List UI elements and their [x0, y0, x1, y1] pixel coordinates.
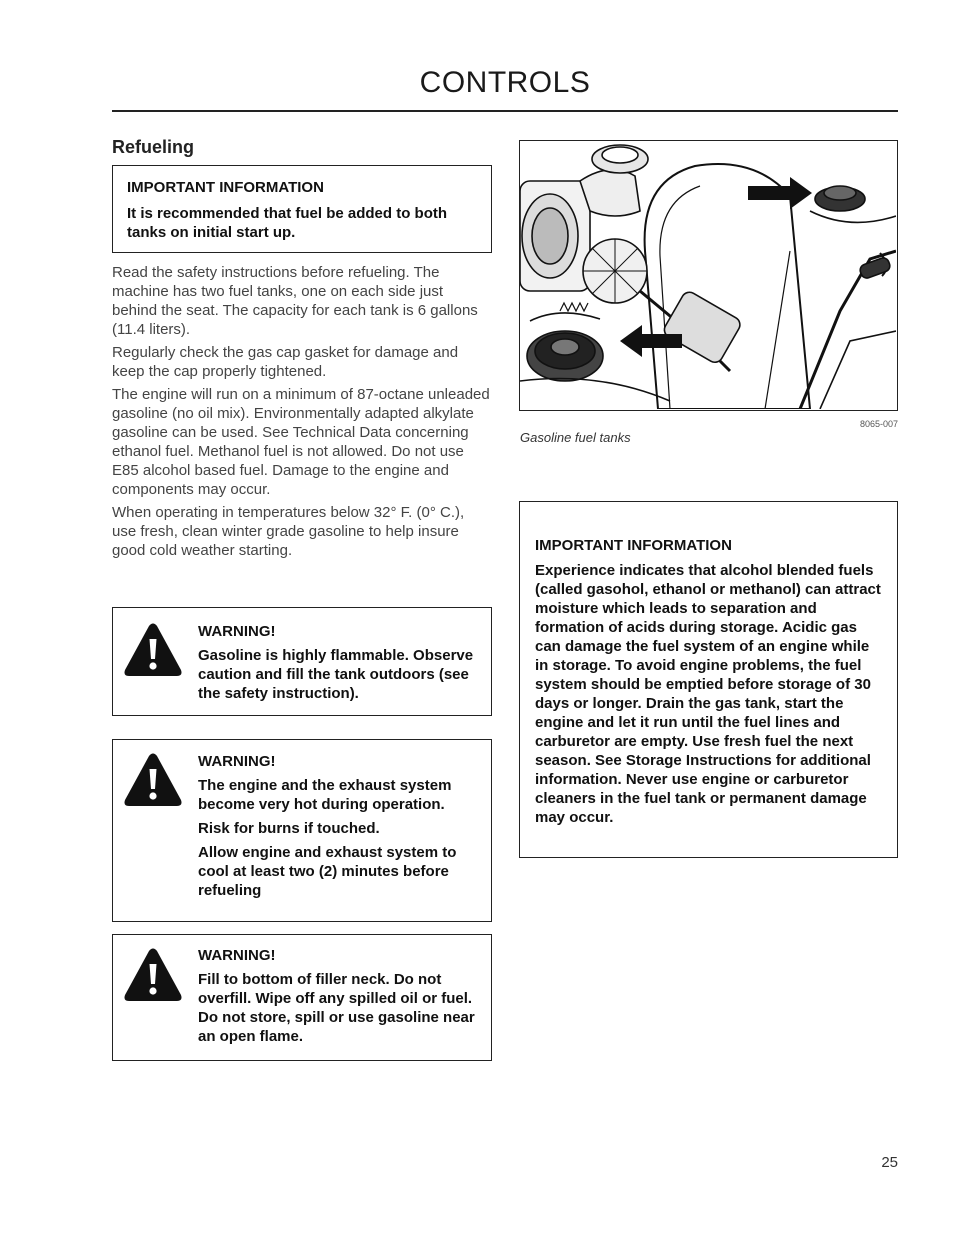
warning-triangle-icon: [123, 947, 183, 1002]
paragraph-fuel-type: The engine will run on a minimum of 87-octane unleaded gasoline (no oil mix). Environmentally adapted alkylate gasoline can be used. See Technical Data concerning ethanol fuel. Methanol fuel is not allowed. Do not use E85 alcohol based fuel. Damage to the engine and components may occur.: [112, 386, 490, 498]
warning-box-flammable: [112, 607, 492, 716]
paragraph-capacity: Read the safety instructions before refueling. The machine has two fuel tanks, one on each side just behind the seat. The capacity for each tank is 6 gallons (11.4 liters).: [112, 264, 478, 338]
warning-text: Allow engine and exhaust system to cool at least two (2) minutes before refueling: [198, 844, 457, 899]
warning-triangle-icon: [123, 752, 183, 807]
warning-text: Risk for burns if touched.: [198, 820, 380, 837]
important-info-box-alcohol: [519, 501, 898, 858]
important-info-text: It is recommended that fuel be added to both tanks on initial start up.: [127, 205, 448, 241]
warning-text: Fill to bottom of filler neck. Do not overfill. Wipe off any spilled oil or fuel. Do not store, spill or use gasoline near an open flame.: [198, 971, 475, 1045]
warning-box-overfill: [112, 934, 492, 1061]
warning-text: Gasoline is highly flammable. Observe caution and fill the tank outdoors (see the safety instruction).: [198, 647, 474, 702]
figure-code: 8065-007: [859, 419, 898, 429]
figure-caption: Gasoline fuel tanks: [520, 430, 631, 445]
important-info-title: IMPORTANT INFORMATION: [127, 179, 324, 196]
warning-title: WARNING!: [198, 753, 276, 770]
warning-box-hot-engine: [112, 739, 492, 922]
warning-triangle-icon: [123, 622, 183, 677]
page-number: 25: [881, 1154, 898, 1171]
important-info-box: [112, 165, 492, 253]
body-text: [112, 263, 492, 564]
warning-title: WARNING!: [198, 623, 276, 640]
section-heading: Refueling: [112, 137, 195, 157]
warning-text: The engine and the exhaust system become very hot during operation.: [198, 777, 452, 813]
paragraph-cold-weather: When operating in temperatures below 32° F. (0° C.), use fresh, clean winter grade gasoline to help insure good cold weather starting.: [112, 504, 465, 559]
page-title: CONTROLS: [419, 66, 591, 99]
important-info-text: Experience indicates that alcohol blended fuels (called gasohol, ethanol or methanol) can attract moisture which leads to separation and formation of acids during storage. Acidic gas can damage the fuel system of an engine while in storage. To avoid engine problems, the fuel system should be emptied before storage of 30 days or longer. Drain the gas tank, start the engine and let it run until the fuel lines and carburetor are empty. Use fresh fuel the next season. See Storage Instructions for additional information. Never use engine or carburetor cleaners in the fuel tank or permanent damage may occur.: [535, 562, 881, 826]
important-info-title: IMPORTANT INFORMATION: [535, 537, 732, 554]
fuel-tanks-figure: [519, 140, 898, 411]
title-divider: [112, 110, 898, 112]
fuel-tanks-illustration: [520, 141, 896, 409]
warning-title: WARNING!: [198, 947, 276, 964]
paragraph-gas-cap: Regularly check the gas cap gasket for damage and keep the cap properly tightened.: [112, 344, 459, 380]
